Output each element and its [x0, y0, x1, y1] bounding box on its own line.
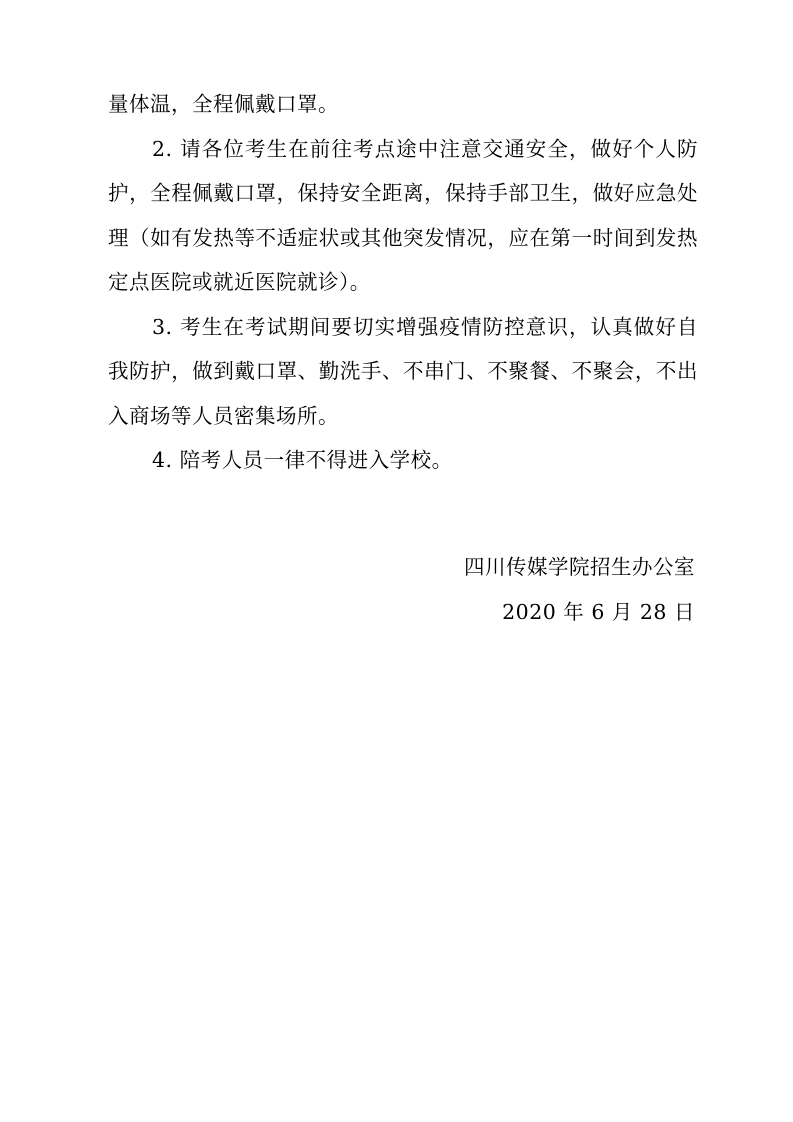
- paragraph-continuation: 量体温，全程佩戴口罩。: [108, 92, 339, 116]
- paragraph-item-2: 2. 请各位考生在前往考点途中注意交通安全，做好个人防护，全程佩戴口罩，保持安全距离，保持手部卫生，做好应急处理（如有发热等不适症状或其他突发情况，应在第一时间到发热定点医院或就近医院就诊）。: [108, 136, 698, 294]
- paragraph-item-3: 3. 考生在考试期间要切实增强疫情防控意识，认真做好自我防护，做到戴口罩、勤洗手、不串门、不聚餐、不聚会，不出入商场等人员密集场所。: [108, 314, 698, 428]
- document-body: [108, 82, 698, 483]
- signature-block: [464, 545, 695, 634]
- signature-organization: 四川传媒学院招生办公室: [464, 555, 695, 579]
- signature-date: 2020 年 6 月 28 日: [502, 599, 695, 624]
- paragraph-item-4: 4. 陪考人员一律不得进入学校。: [152, 448, 453, 472]
